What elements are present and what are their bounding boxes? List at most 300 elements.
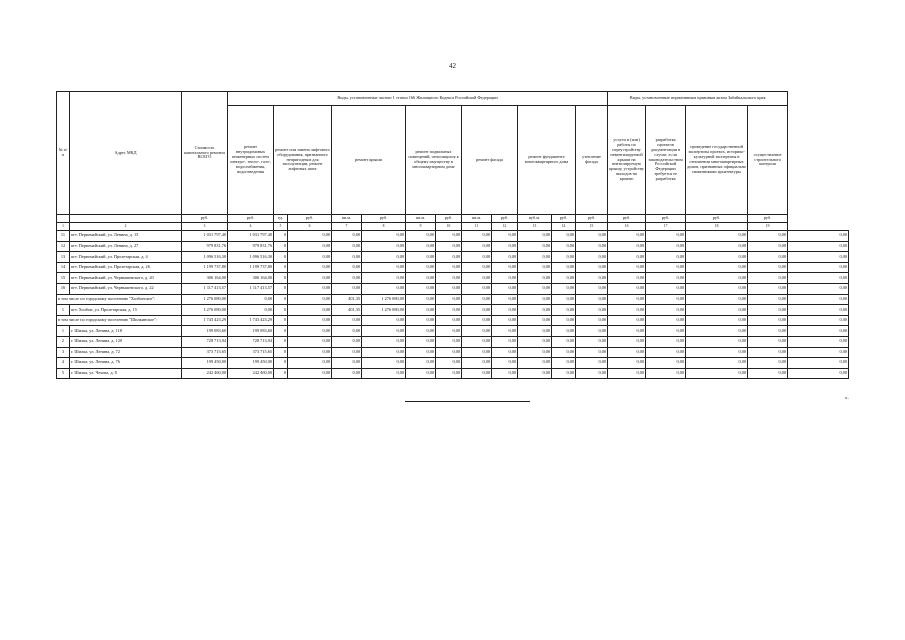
row-cell: 0,00: [436, 294, 462, 305]
row-cell: 0,00: [436, 273, 462, 284]
row-cell: 0: [274, 326, 288, 337]
row-total: 1 276 080,00: [182, 305, 228, 316]
row-cell: 0,00: [462, 326, 492, 337]
row-cell: 0,00: [518, 305, 552, 316]
unit-cell: руб.: [228, 215, 274, 223]
row-total: 1 117 413,57: [182, 283, 228, 294]
row-cell: 0: [274, 294, 288, 305]
row-cell: 0,00: [362, 326, 406, 337]
row-cell: 0,00: [492, 262, 518, 273]
row-cell: 0,00: [518, 273, 552, 284]
header-group-regional: Виды, установленные нормативным правовым актом Забайкальского края: [608, 92, 788, 106]
row-cell: 0,00: [288, 283, 332, 294]
row-cell: 0,00: [748, 252, 788, 263]
row-cell: 306 164,00: [228, 273, 274, 284]
row-cell: 0,00: [748, 262, 788, 273]
row-cell: 0,00: [576, 273, 608, 284]
table-row: [57, 368, 849, 379]
row-cell: 0,00: [788, 294, 849, 305]
row-cell: 0,00: [788, 336, 849, 347]
row-cell: 0: [274, 273, 288, 284]
row-cell: 0,00: [332, 336, 362, 347]
row-total: 1 743 423,29: [182, 315, 228, 326]
row-cell: 0,00: [686, 231, 748, 242]
row-total: 1 031 797,40: [182, 231, 228, 242]
row-number: 1: [57, 326, 70, 337]
row-cell: 0,00: [492, 326, 518, 337]
row-cell: 0,00: [576, 368, 608, 379]
row-cell: 0,00: [686, 262, 748, 273]
unit-cell: руб.: [748, 215, 788, 223]
row-cell: 0,00: [552, 262, 576, 273]
row-cell: 0,00: [552, 252, 576, 263]
row-cell: 0: [274, 315, 288, 326]
row-cell: 0,00: [518, 231, 552, 242]
row-cell: 0,00: [576, 231, 608, 242]
row-cell: 199 083,60: [228, 326, 274, 337]
row-total: 373 715,65: [182, 347, 228, 358]
row-cell: 0,00: [552, 358, 576, 369]
row-cell: 0,00: [332, 241, 362, 252]
row-cell: 0,00: [462, 241, 492, 252]
row-cell: 0,00: [686, 347, 748, 358]
row-cell: 0,00: [406, 305, 436, 316]
row-cell: 0,00: [288, 305, 332, 316]
row-cell: 0,00: [362, 283, 406, 294]
row-cell: 0,00: [462, 273, 492, 284]
row-cell: 0,00: [288, 273, 332, 284]
row-cell: 0,00: [576, 315, 608, 326]
row-cell: 0,00: [518, 252, 552, 263]
row-cell: 0,00: [646, 252, 686, 263]
row-cell: 0,00: [788, 252, 849, 263]
row-cell: 0,00: [332, 231, 362, 242]
unit-cell: руб.: [646, 215, 686, 223]
row-cell: 0,00: [552, 347, 576, 358]
unit-cell: кв.м.: [462, 215, 492, 223]
row-cell: 0,00: [492, 358, 518, 369]
column-number: 2: [70, 223, 182, 231]
row-cell: 0,00: [362, 262, 406, 273]
unit-cell: руб.: [288, 215, 332, 223]
header-group-federal: Виды, установленные частью 1 статьи 166 Жилищного Кодекса Российской Федерации: [228, 92, 608, 106]
row-cell: 0,00: [552, 231, 576, 242]
row-cell: 401,35: [332, 305, 362, 316]
row-number: 2: [57, 336, 70, 347]
row-cell: 0,00: [436, 358, 462, 369]
row-cell: 0,00: [646, 358, 686, 369]
row-cell: 0,00: [686, 336, 748, 347]
column-number: 7: [332, 223, 362, 231]
row-total: 728 713,94: [182, 336, 228, 347]
row-cell: 0,00: [362, 252, 406, 263]
row-cell: 0,00: [646, 315, 686, 326]
row-cell: 0,00: [788, 358, 849, 369]
row-cell: 0,00: [462, 231, 492, 242]
row-cell: 0,00: [646, 273, 686, 284]
row-cell: 0,00: [288, 315, 332, 326]
row-cell: 0,00: [608, 283, 646, 294]
row-total: 1 199 737,80: [182, 262, 228, 273]
row-cell: 0: [274, 252, 288, 263]
row-cell: 242 460,00: [228, 368, 274, 379]
header-insulation: утепление фасада: [576, 106, 608, 215]
unit-cell: руб.: [576, 215, 608, 223]
row-cell: 1 276 080,00: [362, 294, 406, 305]
row-number: 16: [57, 283, 70, 294]
row-cell: 0,00: [576, 294, 608, 305]
table-row: [57, 262, 849, 273]
row-cell: 0,00: [462, 315, 492, 326]
header-elevator: ремонт или замена лифтового оборудования, признанного непригодным для эксплуатации, ремонт лифтовых шахт: [274, 106, 332, 215]
row-cell: 0,00: [436, 326, 462, 337]
table-row: [57, 305, 849, 316]
row-cell: 0,00: [406, 358, 436, 369]
row-address: пгт. Первомайский, ул. Чернышевского, д. 20: [70, 273, 182, 284]
row-cell: 0,00: [518, 241, 552, 252]
row-cell: 0,00: [288, 262, 332, 273]
row-cell: 0,00: [608, 231, 646, 242]
header-services: услуги и (или) работы по переустройству невентилируемой крыши на вентилируемую крышу, устройству выходов на кровлю: [608, 106, 646, 215]
row-cell: 0,00: [576, 336, 608, 347]
row-cell: 0,00: [576, 305, 608, 316]
row-cell: 0,00: [788, 283, 849, 294]
row-total: 1 276 080,00: [182, 294, 228, 305]
row-address: г. Шилка, ул. Чехова, д. 8: [70, 368, 182, 379]
row-total: 979 831,76: [182, 241, 228, 252]
row-cell: 0,00: [686, 273, 748, 284]
row-cell: 0,00: [748, 326, 788, 337]
row-cell: 0,00: [332, 326, 362, 337]
row-cell: 0,00: [646, 326, 686, 337]
column-number: 1: [57, 223, 70, 231]
row-cell: 0,00: [518, 315, 552, 326]
row-cell: 0,00: [788, 315, 849, 326]
row-cell: 0,00: [362, 347, 406, 358]
row-number: 14: [57, 262, 70, 273]
row-cell: 0,00: [552, 283, 576, 294]
column-number: 17: [646, 223, 686, 231]
table-body: [57, 231, 849, 379]
table-row: [57, 336, 849, 347]
row-cell: 0,00: [406, 231, 436, 242]
column-number: 11: [462, 223, 492, 231]
row-cell: 1 096 516,30: [228, 252, 274, 263]
row-cell: 0,00: [332, 315, 362, 326]
row-cell: 0,00: [406, 294, 436, 305]
row-cell: 373 715,65: [228, 347, 274, 358]
row-cell: 0,00: [436, 336, 462, 347]
row-cell: 0,00: [686, 326, 748, 337]
row-cell: 0,00: [518, 326, 552, 337]
row-cell: 0,00: [686, 252, 748, 263]
row-cell: 1 276 080,00: [362, 305, 406, 316]
row-cell: 0,00: [288, 252, 332, 263]
row-number: 13: [57, 252, 70, 263]
row-cell: 0,00: [332, 283, 362, 294]
row-cell: 0,00: [406, 262, 436, 273]
table-row: [57, 326, 849, 337]
table-row: [57, 283, 849, 294]
row-cell: 0,00: [576, 241, 608, 252]
unit-cell: руб.: [436, 215, 462, 223]
row-cell: 0,00: [646, 336, 686, 347]
row-cell: 0,00: [436, 305, 462, 316]
unit-cell: руб.: [362, 215, 406, 223]
row-cell: 0,00: [332, 358, 362, 369]
row-cell: 0,00: [552, 368, 576, 379]
row-cell: 0,00: [436, 368, 462, 379]
row-cell: 0,00: [228, 305, 274, 316]
row-cell: 0,00: [552, 326, 576, 337]
table-row: [57, 358, 849, 369]
row-cell: 0,00: [492, 283, 518, 294]
row-total: 1 096 516,30: [182, 252, 228, 263]
row-address: пгт. Первомайский, ул. Чернышевского, д. 22: [70, 283, 182, 294]
row-cell: 0,00: [492, 273, 518, 284]
unit-cell: куб.м.: [518, 215, 552, 223]
unit-cell: кв.м.: [406, 215, 436, 223]
row-cell: 0,00: [492, 252, 518, 263]
unit-cell: руб.: [492, 215, 518, 223]
repair-program-table: [56, 91, 849, 379]
row-cell: 0: [274, 347, 288, 358]
row-cell: 199 450,00: [228, 358, 274, 369]
row-address: пгт. Первомайский, ул. Ленина, д. 27: [70, 241, 182, 252]
row-cell: 0,00: [748, 283, 788, 294]
row-cell: 0,00: [492, 315, 518, 326]
row-cell: 0,00: [288, 326, 332, 337]
row-total: 199 450,00: [182, 358, 228, 369]
row-number: 3: [57, 347, 70, 358]
row-address: г. Шилка, ул. Ленина, д. 72: [70, 347, 182, 358]
row-cell: 0,00: [362, 336, 406, 347]
row-cell: 0,00: [608, 294, 646, 305]
column-number: 10: [436, 223, 462, 231]
row-cell: 0,00: [406, 283, 436, 294]
row-address: г. Шилка, ул. Ленина, д. 120: [70, 336, 182, 347]
row-cell: 1 743 423,29: [228, 315, 274, 326]
row-total: 199 083,60: [182, 326, 228, 337]
unit-cell: кв.м.: [332, 215, 362, 223]
row-cell: 0,00: [608, 315, 646, 326]
closing-quote: ».: [845, 396, 849, 401]
row-cell: 0,00: [436, 262, 462, 273]
header-foundation: ремонт фундамента многоквартирного дома: [518, 106, 576, 215]
row-cell: 0,00: [436, 315, 462, 326]
row-cell: 0,00: [748, 368, 788, 379]
table-row: [57, 231, 849, 242]
row-cell: 0,00: [228, 294, 274, 305]
header-address: Адрес МКД: [70, 92, 182, 215]
row-cell: 0,00: [462, 252, 492, 263]
table-row: [57, 273, 849, 284]
row-cell: 0,00: [686, 294, 748, 305]
table-row: [57, 347, 849, 358]
row-cell: 0,00: [518, 262, 552, 273]
row-cell: 0,00: [518, 294, 552, 305]
row-cell: 0,00: [288, 231, 332, 242]
row-cell: 0,00: [518, 283, 552, 294]
row-cell: 728 713,94: [228, 336, 274, 347]
units-spacer: [70, 215, 182, 223]
row-cell: 0,00: [576, 326, 608, 337]
header-total-cost: Стоимость капитального ремонта ВСЕГО: [182, 92, 228, 215]
row-cell: 0,00: [608, 241, 646, 252]
column-number: 15: [576, 223, 608, 231]
row-cell: 0,00: [552, 315, 576, 326]
column-number: 5: [274, 223, 288, 231]
row-cell: 0,00: [788, 262, 849, 273]
row-cell: 0,00: [788, 326, 849, 337]
subtotal-label: в том числе по городскому поселению "Шилкинское":: [57, 315, 182, 326]
row-cell: 0,00: [362, 368, 406, 379]
row-cell: 0,00: [518, 336, 552, 347]
page-number: 42: [449, 62, 456, 70]
units-spacer: [57, 215, 70, 223]
row-cell: 0,00: [436, 283, 462, 294]
row-cell: 0: [274, 305, 288, 316]
row-cell: 0,00: [788, 368, 849, 379]
subtotal-label: в том числе по городскому поселению "Холбонское":: [57, 294, 182, 305]
row-cell: 0,00: [332, 273, 362, 284]
row-cell: 0,00: [288, 294, 332, 305]
header-basement: ремонт подвальных помещений, относящихся к общему имуществу в многоквартирном доме: [406, 106, 462, 215]
row-cell: 0,00: [552, 294, 576, 305]
row-cell: 0,00: [576, 252, 608, 263]
column-number: 19: [748, 223, 788, 231]
row-cell: 0,00: [608, 262, 646, 273]
row-cell: 0,00: [748, 336, 788, 347]
table-row: [57, 252, 849, 263]
row-cell: 0,00: [608, 336, 646, 347]
row-number: 5: [57, 368, 70, 379]
row-cell: 0,00: [748, 294, 788, 305]
row-cell: 0,00: [576, 262, 608, 273]
column-number: 18: [686, 223, 748, 231]
row-cell: 0: [274, 283, 288, 294]
header-control: осуществление строительного контроля: [748, 106, 788, 215]
row-cell: 0,00: [462, 368, 492, 379]
row-cell: 0,00: [552, 273, 576, 284]
row-cell: 0,00: [332, 368, 362, 379]
row-cell: 0,00: [608, 347, 646, 358]
row-cell: 0,00: [608, 358, 646, 369]
row-number: 11: [57, 231, 70, 242]
row-address: пгт. Первомайский, ул. Пролетарская, д. 4: [70, 252, 182, 263]
row-cell: 0,00: [748, 273, 788, 284]
row-total: 306 164,00: [182, 273, 228, 284]
row-cell: 0,00: [436, 231, 462, 242]
row-cell: 0,00: [492, 231, 518, 242]
row-total: 242 460,00: [182, 368, 228, 379]
row-cell: 0,00: [462, 336, 492, 347]
column-number: 9: [406, 223, 436, 231]
row-number: 12: [57, 241, 70, 252]
row-cell: 0,00: [362, 231, 406, 242]
row-cell: 0: [274, 358, 288, 369]
row-cell: 0,00: [462, 347, 492, 358]
unit-cell: руб.: [552, 215, 576, 223]
unit-cell: ед.: [274, 215, 288, 223]
row-cell: 0,00: [748, 358, 788, 369]
row-cell: 0: [274, 262, 288, 273]
column-number: 8: [362, 223, 406, 231]
row-cell: 0,00: [608, 273, 646, 284]
row-cell: 0,00: [406, 368, 436, 379]
row-cell: 0,00: [436, 347, 462, 358]
row-cell: 1 117 413,57: [228, 283, 274, 294]
header-design: разработка проектов документации в случае, если законодательством Российской Федерации требуется ее разработка: [646, 106, 686, 215]
row-cell: 0,00: [288, 368, 332, 379]
row-cell: 0,00: [406, 252, 436, 263]
row-cell: 0,00: [748, 231, 788, 242]
row-cell: 0,00: [518, 347, 552, 358]
row-cell: 0: [274, 368, 288, 379]
row-cell: 0,00: [686, 305, 748, 316]
row-cell: 0,00: [462, 305, 492, 316]
header-no: № п/п: [57, 92, 70, 215]
row-cell: 1 031 797,40: [228, 231, 274, 242]
row-cell: 0,00: [552, 336, 576, 347]
row-cell: 0,00: [646, 294, 686, 305]
header-expertise: проведение государственной экспертизы проекта, историко-культурной экспертизы в отношении многоквартирных домов, признанных официально памятниками архитектуры: [686, 106, 748, 215]
row-cell: 0,00: [646, 347, 686, 358]
row-cell: 0,00: [406, 273, 436, 284]
row-cell: 0,00: [646, 283, 686, 294]
row-cell: 0,00: [492, 347, 518, 358]
column-number: 13: [518, 223, 552, 231]
row-cell: 0,00: [492, 368, 518, 379]
row-cell: 0,00: [362, 273, 406, 284]
row-cell: 979 831,76: [228, 241, 274, 252]
row-cell: 0,00: [406, 347, 436, 358]
row-cell: 0,00: [686, 368, 748, 379]
column-number: 16: [608, 223, 646, 231]
row-cell: 0,00: [492, 305, 518, 316]
row-cell: 0,00: [288, 347, 332, 358]
row-cell: 0,00: [492, 241, 518, 252]
row-cell: 0,00: [462, 262, 492, 273]
row-cell: 0: [274, 231, 288, 242]
row-cell: 0,00: [788, 231, 849, 242]
row-cell: 0,00: [748, 315, 788, 326]
row-cell: 0,00: [462, 294, 492, 305]
header-systems: ремонт внутридомовых инженерных систем электро-, тепло-, газо-, водоснабжения, водоотведения: [228, 106, 274, 215]
row-address: г. Шилка, ул. Ленина, д. 76: [70, 358, 182, 369]
row-cell: 0,00: [788, 273, 849, 284]
row-cell: 0: [274, 241, 288, 252]
row-cell: 0,00: [788, 241, 849, 252]
row-cell: 0,00: [686, 241, 748, 252]
row-cell: 0,00: [788, 305, 849, 316]
column-number: 14: [552, 223, 576, 231]
row-cell: 0,00: [332, 262, 362, 273]
row-cell: 0,00: [748, 305, 788, 316]
unit-cell: руб.: [686, 215, 748, 223]
row-cell: 0,00: [406, 315, 436, 326]
units-row: [57, 215, 849, 223]
row-cell: 0,00: [362, 315, 406, 326]
table-row: [57, 241, 849, 252]
row-address: пгт. Первомайский, ул. Пролетарская, д. 26: [70, 262, 182, 273]
row-cell: 0,00: [518, 368, 552, 379]
row-cell: 0,00: [576, 347, 608, 358]
row-cell: 0,00: [332, 252, 362, 263]
row-cell: 0,00: [288, 336, 332, 347]
row-cell: 0,00: [646, 368, 686, 379]
row-cell: 0,00: [462, 358, 492, 369]
